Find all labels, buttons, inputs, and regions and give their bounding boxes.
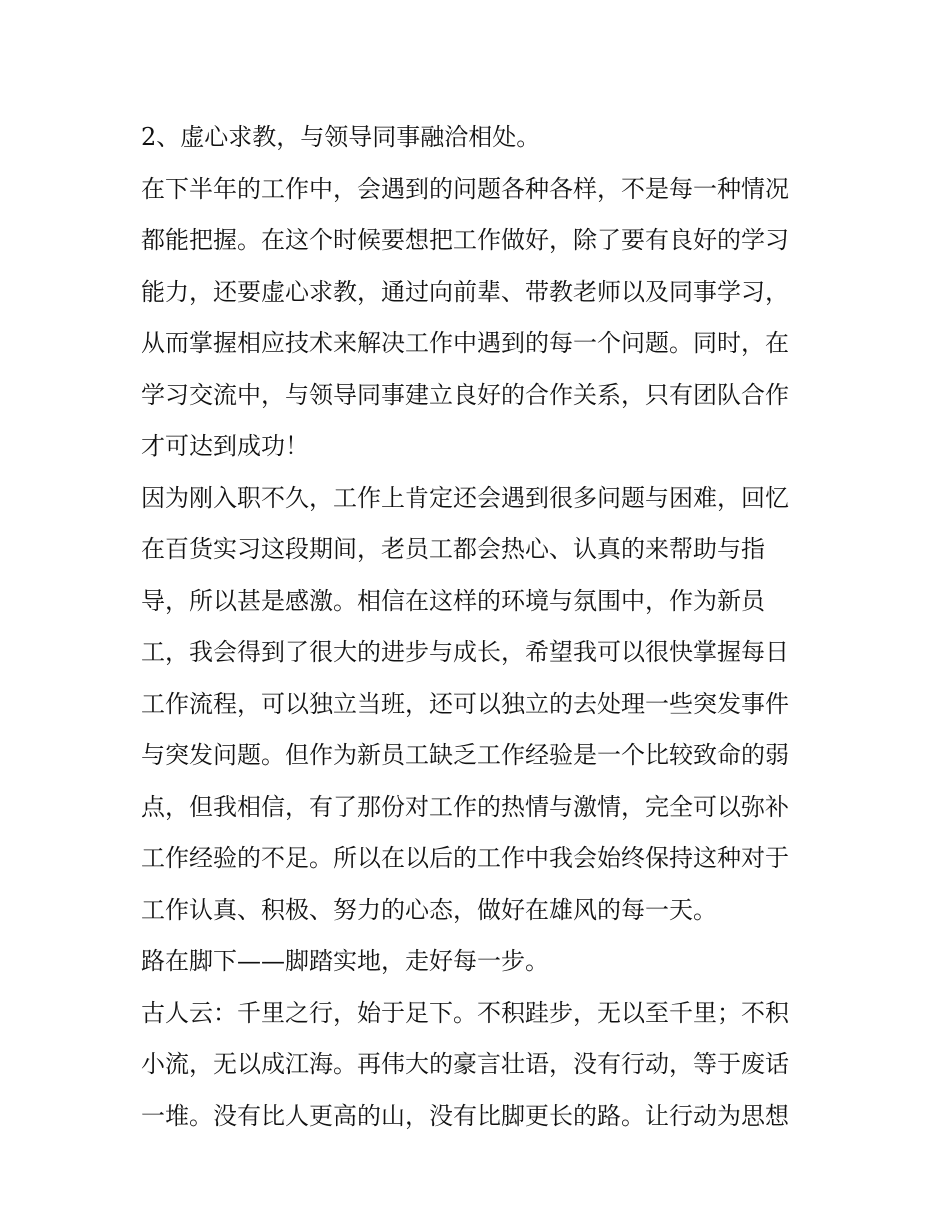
paragraph-line: 因为刚入职不久，工作上肯定还会遇到很多问题与困难，回忆 bbox=[141, 483, 789, 512]
paragraph-line: 学习交流中，与领导同事建立良好的合作关系，只有团队合作 bbox=[141, 380, 789, 409]
paragraph-line: 与突发问题。但作为新员工缺乏工作经验是一个比较致命的弱 bbox=[141, 741, 789, 769]
paragraph-line: 在百货实习这段期间，老员工都会热心、认真的来帮助与指 bbox=[141, 535, 765, 563]
paragraph-line: 工作经验的不足。所以在以后的工作中我会始终保持这种对于 bbox=[141, 844, 789, 872]
document-body bbox=[141, 112, 821, 1142]
paragraph-line: 工，我会得到了很大的进步与成长，希望我可以很快掌握每日 bbox=[141, 638, 789, 666]
paragraph-line: 才可达到成功！ bbox=[141, 432, 309, 460]
paragraph-line: 小流，无以成江海。再伟大的豪言壮语，没有行动，等于废话 bbox=[141, 1050, 789, 1078]
paragraph-line: 古人云：千里之行，始于足下。不积跬步，无以至千里；不积 bbox=[141, 998, 789, 1027]
paragraph-line: 在下半年的工作中，会遇到的问题各种各样，不是每一种情况 bbox=[141, 174, 789, 203]
paragraph-line: 从而掌握相应技术来解决工作中遇到的每一个问题。同时，在 bbox=[141, 329, 789, 357]
section-heading: 2、虚心求教，与领导同事融洽相处。 bbox=[141, 123, 541, 151]
paragraph-line: 导，所以甚是感激。相信在这样的环境与氛围中，作为新员 bbox=[141, 586, 765, 615]
paragraph-line: 点，但我相信，有了那份对工作的热情与激情，完全可以弥补 bbox=[141, 792, 789, 821]
paragraph-line: 工作流程，可以独立当班，还可以独立的去处理一些突发事件 bbox=[141, 689, 789, 718]
paragraph-line: 一堆。没有比人更高的山，没有比脚更长的路。让行动为思想 bbox=[141, 1101, 789, 1130]
section-heading: 路在脚下——脚踏实地，走好每一步。 bbox=[141, 947, 549, 975]
paragraph-line: 工作认真、积极、努力的心态，做好在雄风的每一天。 bbox=[141, 895, 717, 924]
paragraph-line: 能力，还要虚心求教，通过向前辈、带教老师以及同事学习， bbox=[141, 277, 789, 306]
paragraph-line: 都能把握。在这个时候要想把工作做好，除了要有良好的学习 bbox=[141, 226, 789, 254]
